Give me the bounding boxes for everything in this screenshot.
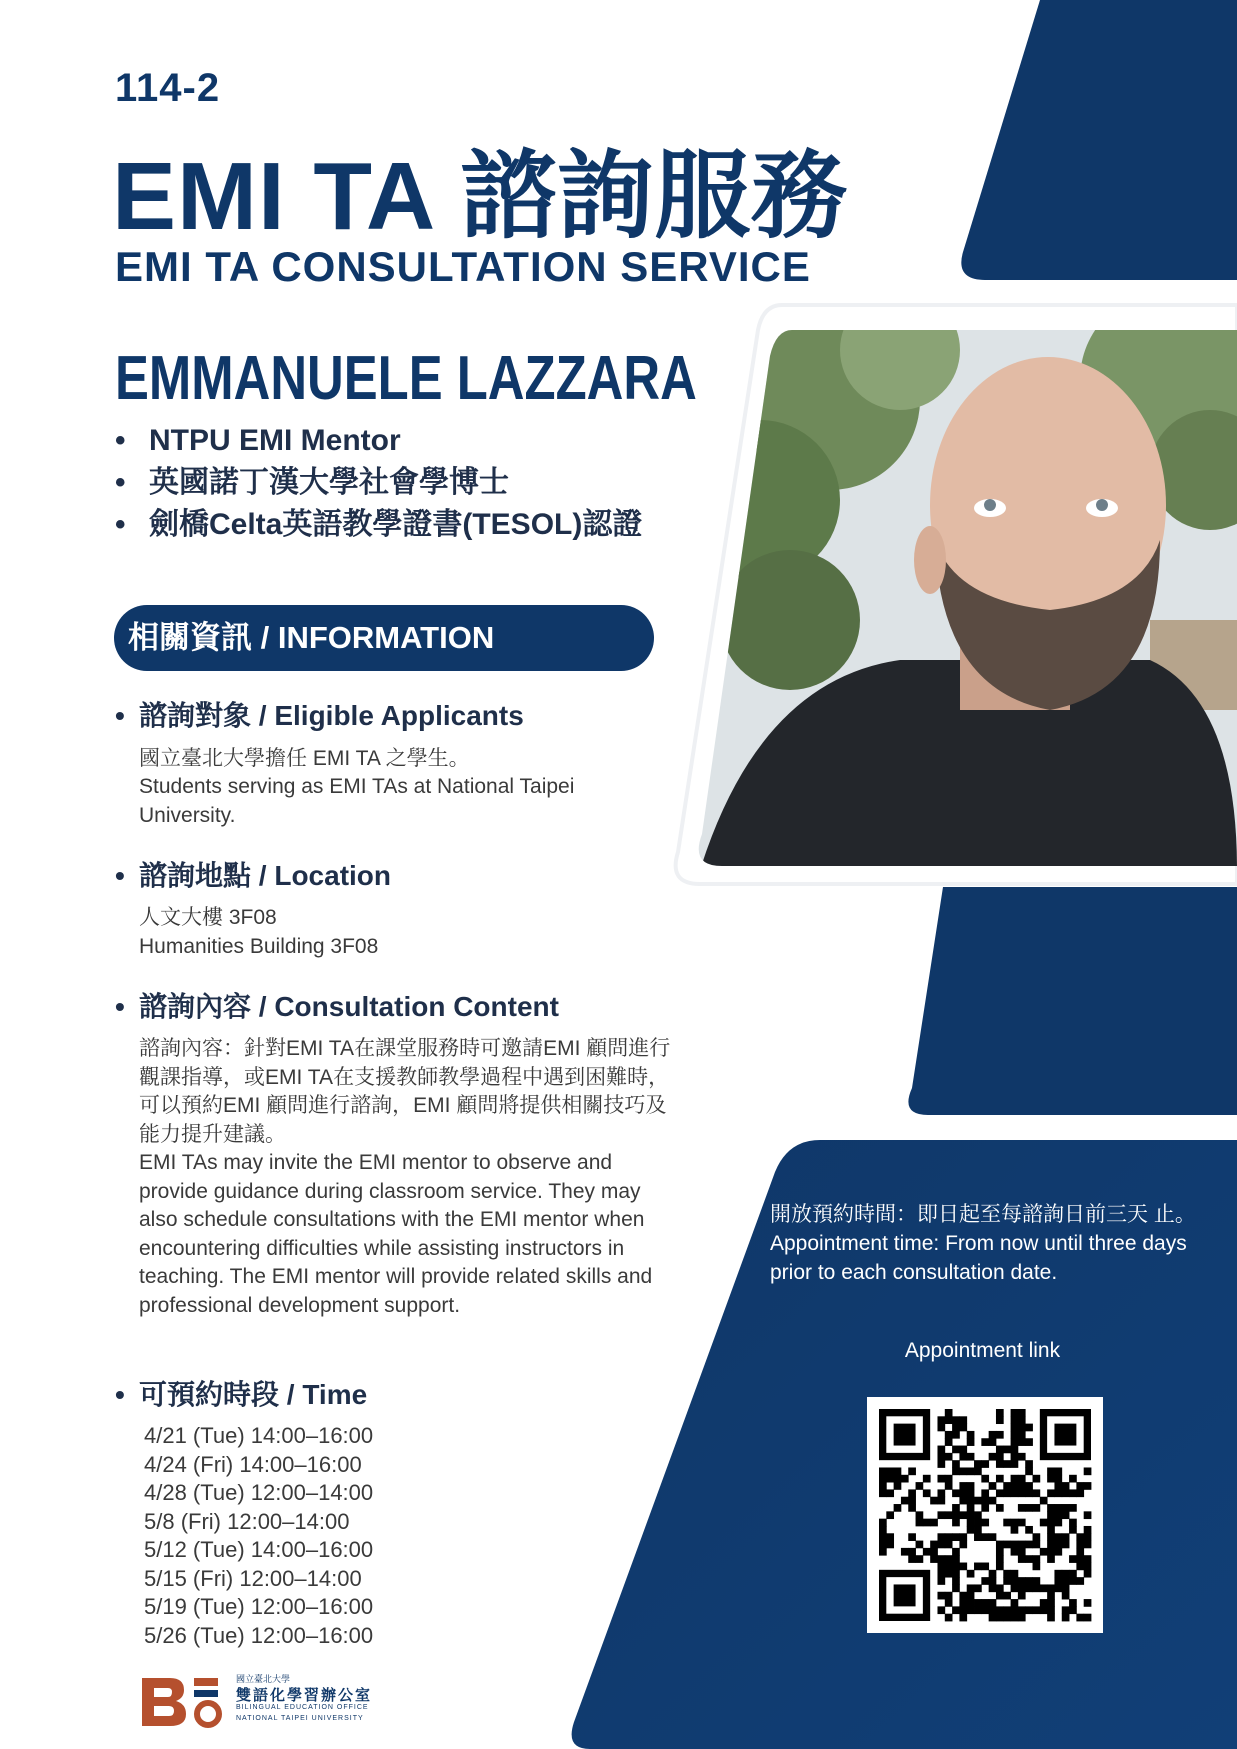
qr-code-graphic	[867, 1397, 1103, 1633]
time-slot: 5/8 (Fri) 12:00–14:00	[144, 1508, 350, 1534]
location-zh: 人文大樓 3F08	[139, 906, 277, 929]
term-label: 114-2	[115, 66, 221, 110]
time-slot: 4/28 (Tue) 12:00–14:00	[144, 1480, 374, 1505]
eligible-zh: 國立臺北大學擔任 EMI TA 之學生。	[139, 747, 470, 770]
time-slot-list	[144, 1422, 373, 1650]
mentor-photo	[680, 290, 1237, 870]
content-zh: 諮詢內容：針對EMI TA在課堂服務時可邀請EMI 顧問進行觀課指導，或EMI TA在支援教師教學過程中遇到困難時，可以預約EMI 顧問進行諮詢，EMI 顧問將提供相關技巧及能力提升建議。	[139, 1037, 671, 1146]
credential-item: • NTPU EMI Mentor	[115, 420, 642, 462]
content-heading: • 諮詢內容 / Consultation Content	[115, 985, 559, 1025]
time-slot: 5/15 (Fri) 12:00–14:00	[144, 1565, 362, 1591]
location-en: Humanities Building 3F08	[139, 935, 379, 958]
appointment-en: Appointment time: From now until three days prior to each consultation date.	[770, 1232, 1187, 1284]
appointment-zh: 開放預約時間：即日起至每諮詢日前三天 止。	[770, 1203, 1196, 1226]
time-heading: • 可預約時段 / Time	[115, 1373, 367, 1413]
appointment-link-label: Appointment link	[904, 1339, 1061, 1362]
time-slot: 4/24 (Fri) 14:00–16:00	[144, 1451, 362, 1477]
time-slot: 4/21 (Tue) 14:00–16:00	[144, 1423, 374, 1448]
office-logo	[140, 1672, 380, 1732]
time-slot: 5/12 (Tue) 14:00–16:00	[144, 1537, 374, 1562]
location-heading: • 諮詢地點 / Location	[115, 854, 391, 894]
top-right-shape	[961, 0, 1237, 280]
office-en-1: BILINGUAL EDUCATION OFFICE	[236, 1704, 369, 1711]
content-en: EMI TAs may invite the EMI mentor to observe and provide guidance during classroom service. They may also schedule consultations with the EMI mentor when encountering difficulties while assisting instructors in teaching. The EMI mentor will provide related skills and professional development support.	[139, 1151, 653, 1317]
credential-item: • 劍橋Celta英語教學證書(TESOL)認證	[115, 504, 642, 546]
credential-item: • 英國諾丁漢大學社會學博士	[115, 462, 642, 504]
qr-code-icon[interactable]	[867, 1397, 1103, 1633]
office-zh-small: 國立臺北大學	[236, 1674, 291, 1684]
information-heading: 相關資訊 / INFORMATION	[114, 605, 654, 671]
page-subtitle: EMI TA CONSULTATION SERVICE	[115, 243, 811, 290]
office-en-2: NATIONAL TAIPEI UNIVERSITY	[236, 1715, 364, 1722]
be-logo-icon	[140, 1674, 230, 1728]
mid-right-shape	[908, 887, 1237, 1115]
eligible-en: Students serving as EMI TAs at National Taipei University.	[139, 775, 575, 827]
page-title: EMI TA 諮詢服務	[112, 143, 849, 250]
eligible-heading: • 諮詢對象 / Eligible Applicants	[115, 694, 524, 734]
time-slot: 5/19 (Tue) 12:00–16:00	[144, 1594, 374, 1619]
mentor-name: EMMANUELE LAZZARA	[115, 344, 697, 413]
mentor-credentials	[115, 420, 642, 546]
office-zh: 雙語化學習辦公室	[236, 1688, 373, 1704]
time-slot: 5/26 (Tue) 12:00–16:00	[144, 1622, 374, 1648]
